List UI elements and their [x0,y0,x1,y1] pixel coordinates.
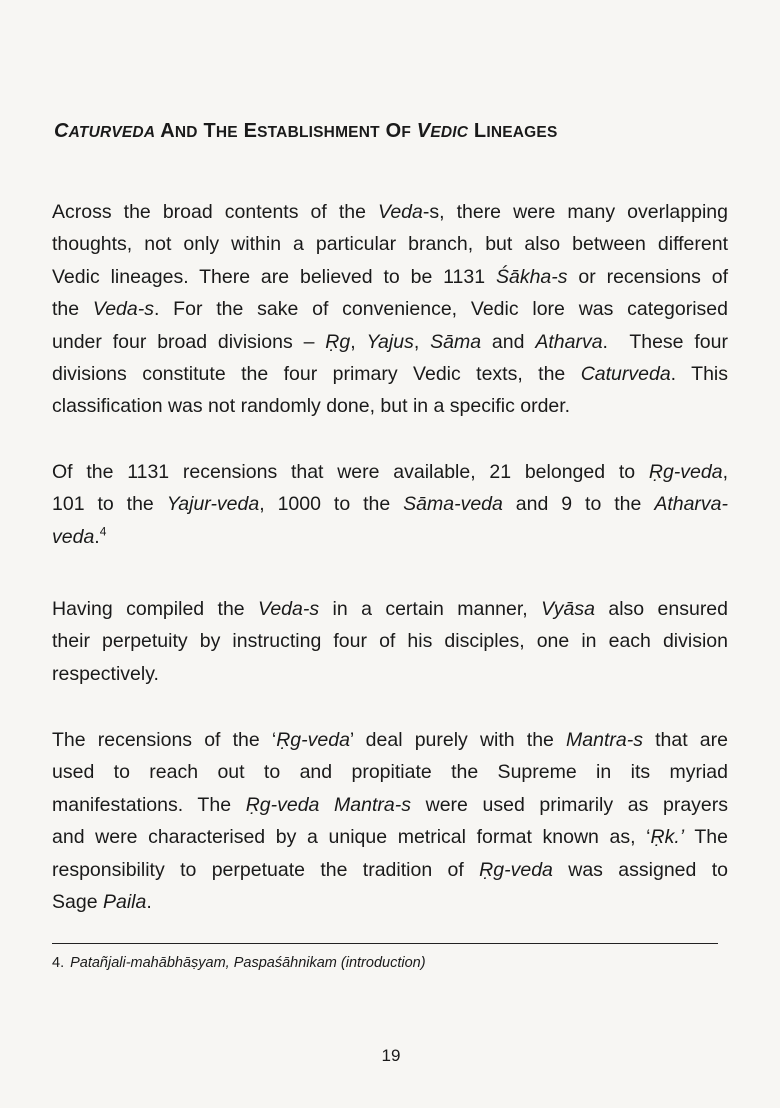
footnote [52,955,426,971]
p4-line-3: manifestations. The Ṛg-veda Mantra-s were used primarily as prayers [52,793,728,816]
p3-line-3: respectively. [52,662,159,685]
p1-line-6: divisions constitute the four primary Vedic texts, the Caturveda. This [52,363,728,386]
footnote-divider [52,943,718,944]
paragraph-1 [52,196,728,423]
footnote-text: Patañjali-mahābhāṣyam, Paspaśāhnikam (introduction) [70,955,426,971]
heading-lineages: LINEAGES [473,120,558,142]
p3-line-2: their perpetuity by instructing four of his disciples, one in each division [52,630,728,653]
paragraph-3 [52,593,728,690]
p1-line-2: thoughts, not only within a particular branch, but also between different [52,233,728,256]
p4-line-4: and were characterised by a unique metrical format known as, ‘Ṛk.’ The [52,826,728,849]
p2-line-2: 101 to the Yajur-veda, 1000 to the Sāma-veda and 9 to the Atharva- [52,493,729,516]
heading-caturveda: CATURVEDA [54,120,156,142]
p1-line-5: under four broad divisions – Ṛg, Yajus, Sāma and Atharva. These four [52,330,728,353]
heading-vedic: VEDIC [416,120,469,142]
p1-line-1: Across the broad contents of the Veda-s, there were many overlapping [52,201,728,223]
p4-line-2: used to reach out to and propitiate the Supreme in its myriad [52,761,728,784]
heading-middle: AND THE ESTABLISHMENT OF [160,120,411,142]
section-heading [54,120,558,143]
p4-line-1: The recensions of the ‘Ṛg-veda’ deal purely with the Mantra-s that are [52,729,728,751]
p1-line-4: the Veda-s. For the sake of convenience, Vedic lore was categorised [52,298,728,321]
p4-line-5: responsibility to perpetuate the tradition of Ṛg-veda was assigned to [52,858,728,881]
paragraph-2 [52,456,728,553]
p4-line-6: Sage Paila. [52,891,152,914]
footnote-number: 4. [52,955,65,971]
paragraph-4 [52,724,728,918]
p3-line-1: Having compiled the Veda-s in a certain manner, Vyāsa also ensured [52,598,729,620]
page-number: 19 [381,1046,401,1065]
p1-line-3: Vedic lineages. There are believed to be 1131 Śākha-s or recensions of [52,265,729,288]
p1-line-7: classification was not randomly done, but in a specific order. [52,395,571,418]
p2-line-3: veda.$^4$ [52,524,107,548]
p2-line-1: Of the 1131 recensions that were available, 21 belonged to Ṛg-veda, [52,461,728,483]
footnote-ref: 4 [99,524,107,539]
